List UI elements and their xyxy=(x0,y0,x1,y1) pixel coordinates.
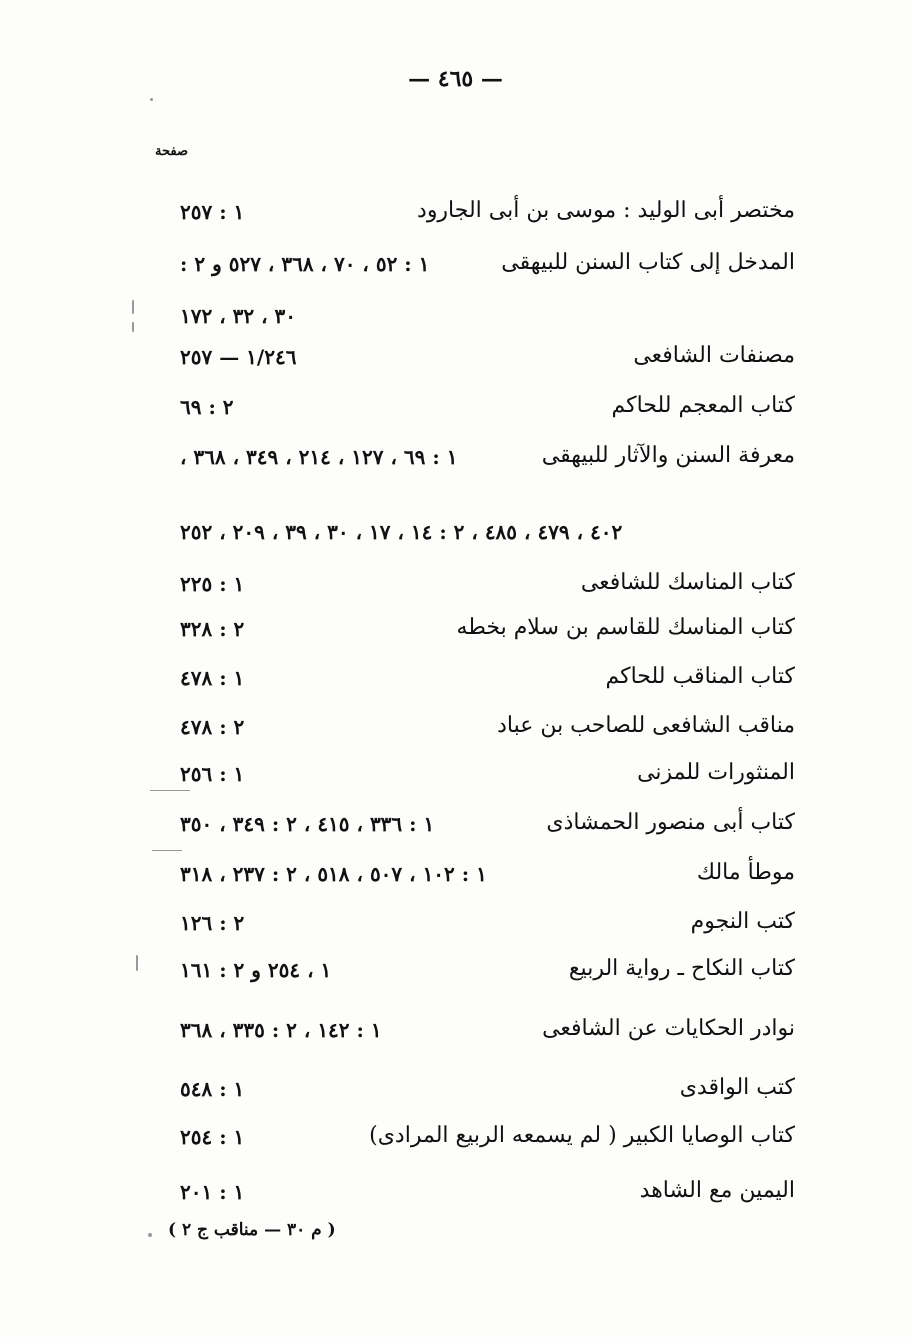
entry-refs: ١ : ٢٥٦ xyxy=(180,762,245,786)
index-entry xyxy=(180,570,795,610)
entry-title: كتاب النكاح ـ رواية الربيع xyxy=(568,956,795,981)
entry-title: كتاب الوصايا الكبير ( لم يسمعه الربيع المرادى) xyxy=(369,1123,795,1148)
scan-speck xyxy=(136,955,138,971)
entry-title: مصنفات الشافعى xyxy=(633,343,795,368)
entry-refs: ١ : ١٤٢ ، ٢ : ٣٣٥ ، ٣٦٨ xyxy=(180,1018,382,1042)
entry-refs: ١ : ٢٠١ xyxy=(180,1180,245,1204)
entry-title: مختصر أبى الوليد : موسى بن أبى الجارود xyxy=(417,198,795,223)
entry-title: موطأ مالك xyxy=(696,860,795,885)
index-entry xyxy=(180,1016,795,1056)
scan-speck xyxy=(132,322,134,332)
index-entry xyxy=(180,760,795,800)
scan-speck xyxy=(150,790,190,791)
entry-refs: ١ : ٢٥٧ xyxy=(180,200,245,224)
entry-refs: ٢ : ٤٧٨ xyxy=(180,715,245,739)
page-number: — ٤٦٥ — xyxy=(408,66,503,92)
entry-title: كتاب أبى منصور الحمشاذى xyxy=(546,810,795,835)
entry-refs-continuation: ٣٠ ، ٣٢ ، ١٧٢ xyxy=(180,304,296,328)
entry-title: نوادر الحكايات عن الشافعى xyxy=(542,1016,795,1041)
entry-refs: ١ : ٢٥٤ xyxy=(180,1125,245,1149)
scan-speck xyxy=(148,1233,152,1237)
entry-refs: ٢ : ٣٢٨ xyxy=(180,617,245,641)
entry-refs: ١ : ٦٩ ، ١٢٧ ، ٢١٤ ، ٣٤٩ ، ٣٦٨ ، xyxy=(180,445,458,469)
index-entry xyxy=(180,343,795,383)
entry-refs: ١/٢٤٦ — ٢٥٧ xyxy=(180,345,297,369)
entry-refs: ١ : ٣٣٦ ، ٤١٥ ، ٢ : ٣٤٩ ، ٣٥٠ xyxy=(180,812,435,836)
index-entry xyxy=(180,1075,795,1115)
entry-refs: ١ : ١٠٢ ، ٥٠٧ ، ٥١٨ ، ٢ : ٢٣٧ ، ٣١٨ xyxy=(180,862,487,886)
index-entry xyxy=(180,956,795,996)
entry-title: مناقب الشافعى للصاحب بن عباد xyxy=(497,713,795,738)
index-entry xyxy=(180,1178,795,1218)
entry-title: اليمين مع الشاهد xyxy=(639,1178,795,1203)
entry-refs: ١ ، ٢٥٤ و ٢ : ١٦١ xyxy=(180,958,332,982)
index-entry xyxy=(180,664,795,704)
entry-title: كتاب المعجم للحاكم xyxy=(611,393,795,418)
entry-refs: ١ : ٥٤٨ xyxy=(180,1077,245,1101)
index-entry xyxy=(180,443,795,483)
entry-refs-continuation: ٤٠٢ ، ٤٧٩ ، ٤٨٥ ، ٢ : ١٤ ، ١٧ ، ٣٠ ، ٣٩ ، ٢٠٩ ، ٢٥٢ xyxy=(180,520,623,544)
entry-title: كتاب المناقب للحاكم xyxy=(605,664,795,689)
entry-title: كتب الواقدى xyxy=(679,1075,795,1100)
scan-speck xyxy=(150,98,153,101)
scan-speck xyxy=(152,850,182,851)
entry-title: كتاب المناسك للشافعى xyxy=(580,570,795,595)
index-entry xyxy=(180,1123,795,1163)
index-entry xyxy=(180,713,795,753)
entry-title: كتب النجوم xyxy=(690,909,795,934)
index-entry xyxy=(180,909,795,949)
entry-title: معرفة السنن والآثار للبيهقى xyxy=(541,443,795,468)
index-entry xyxy=(180,198,795,238)
entry-title: المدخل إلى كتاب السنن للبيهقى xyxy=(501,250,795,275)
signature-footer: ( م ٣٠ — مناقب ج ٢ ) xyxy=(168,1220,336,1240)
index-entry xyxy=(180,860,795,900)
entry-refs: ٢ : ٦٩ xyxy=(180,395,234,419)
entry-refs: ٢ : ١٢٦ xyxy=(180,911,245,935)
index-entry xyxy=(180,393,795,433)
scan-speck xyxy=(132,300,134,314)
index-entry xyxy=(180,615,795,655)
index-entry xyxy=(180,250,795,290)
entry-title: المنثورات للمزنى xyxy=(637,760,795,785)
entry-title: كتاب المناسك للقاسم بن سلام بخطه xyxy=(456,615,795,640)
index-entry xyxy=(180,810,795,850)
page-column-label: صفحة xyxy=(155,144,188,159)
entry-refs: ١ : ٤٧٨ xyxy=(180,666,245,690)
entry-refs: ١ : ٥٢ ، ٧٠ ، ٣٦٨ ، ٥٢٧ و ٢ : xyxy=(180,252,430,276)
entry-refs: ١ : ٢٢٥ xyxy=(180,572,245,596)
